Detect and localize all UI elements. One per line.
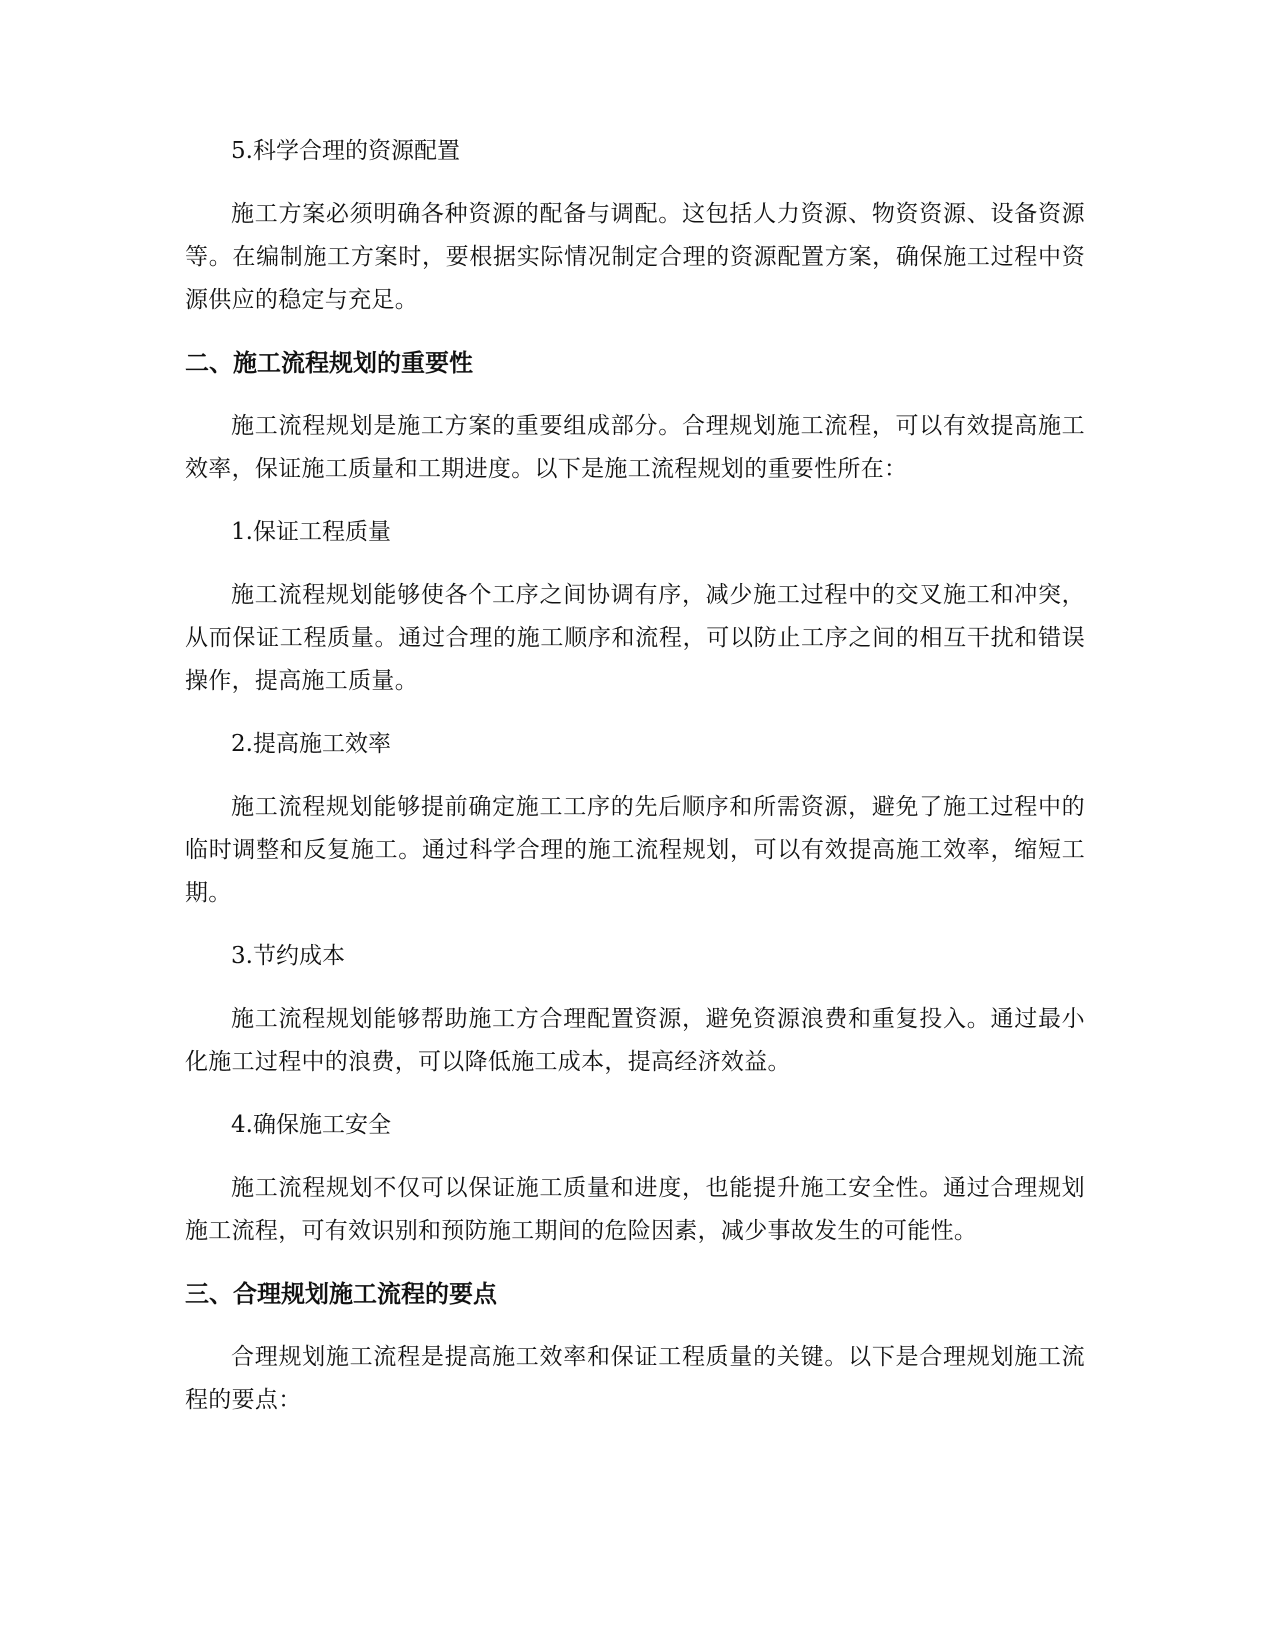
item-5-body: 施工方案必须明确各种资源的配备与调配。这包括人力资源、物资资源、设备资源等。在编制施工方案时，要根据实际情况制定合理的资源配置方案，确保施工过程中资源供应的稳定与充足。 — [185, 201, 1085, 313]
section-2-heading: 二、施工流程规划的重要性 — [185, 349, 473, 377]
section-2-item-3-body: 施工流程规划能够帮助施工方合理配置资源，避免资源浪费和重复投入。通过最小化施工过程中的浪费，可以降低施工成本，提高经济效益。 — [185, 1006, 1085, 1075]
section-2-item-1-title: 1.保证工程质量 — [231, 519, 391, 545]
section-2-item-4-body: 施工流程规划不仅可以保证施工质量和进度，也能提升施工安全性。通过合理规划施工流程，可有效识别和预防施工期间的危险因素，减少事故发生的可能性。 — [185, 1175, 1085, 1244]
document-page — [185, 130, 1085, 1442]
section-2-item-2-body: 施工流程规划能够提前确定施工工序的先后顺序和所需资源，避免了施工过程中的临时调整和反复施工。通过科学合理的施工流程规划，可以有效提高施工效率，缩短工期。 — [185, 794, 1085, 906]
section-3-heading: 三、合理规划施工流程的要点 — [185, 1280, 497, 1308]
section-3-intro: 合理规划施工流程是提高施工效率和保证工程质量的关键。以下是合理规划施工流程的要点： — [185, 1344, 1085, 1413]
section-2-intro: 施工流程规划是施工方案的重要组成部分。合理规划施工流程，可以有效提高施工效率，保证施工质量和工期进度。以下是施工流程规划的重要性所在： — [185, 413, 1085, 482]
item-5-title: 5.科学合理的资源配置 — [231, 138, 460, 164]
section-2-item-1-body: 施工流程规划能够使各个工序之间协调有序，减少施工过程中的交叉施工和冲突，从而保证工程质量。通过合理的施工顺序和流程，可以防止工序之间的相互干扰和错误操作，提高施工质量。 — [185, 582, 1085, 694]
section-2-item-2-title: 2.提高施工效率 — [231, 731, 391, 757]
section-2-item-4-title: 4.确保施工安全 — [231, 1112, 391, 1138]
section-2-item-3-title: 3.节约成本 — [231, 943, 345, 969]
